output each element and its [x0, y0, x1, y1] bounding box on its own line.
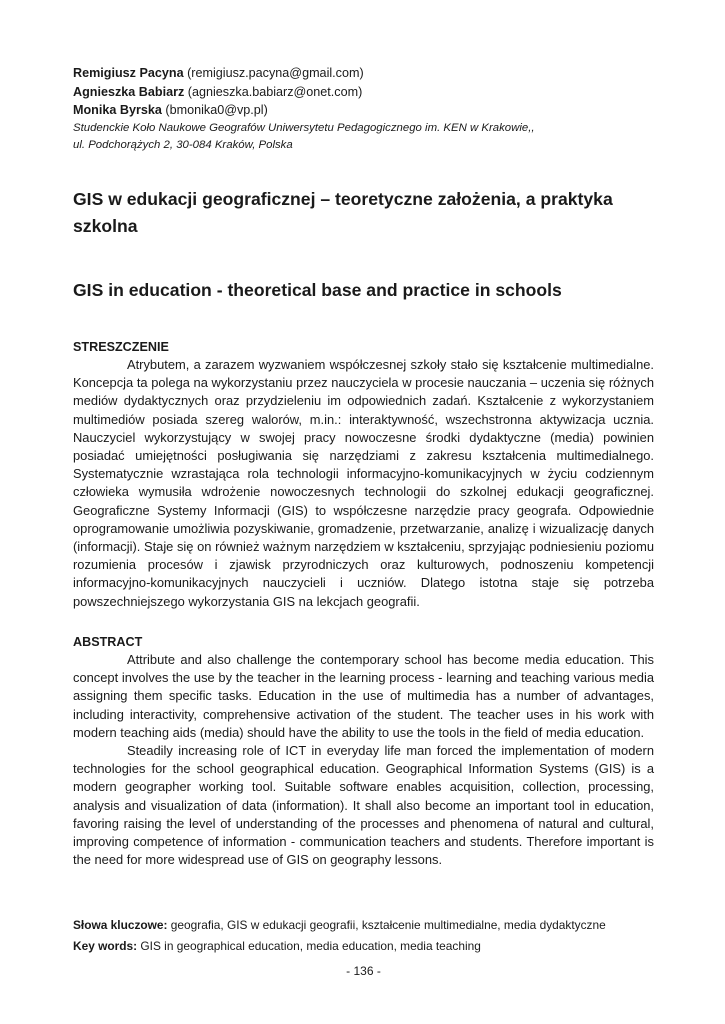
author-name: Remigiusz Pacyna	[73, 66, 184, 80]
keywords-english	[73, 936, 654, 957]
author-email: (bmonika0@vp.pl)	[165, 103, 268, 117]
affiliation-line-1: Studenckie Koło Naukowe Geografów Uniwersytetu Pedagogicznego im. KEN w Krakowie,,	[73, 121, 535, 134]
streszczenie-heading: STRESZCZENIE	[73, 340, 169, 354]
abstract-section	[73, 634, 654, 869]
keywords-block	[73, 915, 654, 957]
keywords-polish	[73, 915, 654, 936]
title-english: GIS in education - theoretical base and practice in schools	[73, 280, 562, 300]
author-line	[73, 64, 654, 83]
affiliation-line-2: ul. Podchorążych 2, 30-084 Kraków, Polska	[73, 138, 293, 151]
keywords-polish-text: geografia, GIS w edukacji geografii, kształcenie multimedialne, media dydaktyczne	[167, 918, 606, 932]
streszczenie-text: Atrybutem, a zarazem wyzwaniem współczesnej szkoły stało się kształcenie multimedialne. Koncepcja ta polega na wykorzystaniu przez nauczyciela w procesie nauczania – uczenia się różnych mediów dydaktycznych oraz przydzieleniu im odpowiednich zadań. Kształcenie z wykorzystaniem multimediów posiada szereg walorów, m.in.: interaktywność, wszechstronna aktywizacja ucznia. Nauczyciel wykorzystujący w swojej pracy nowoczesne środki dydaktyczne (media) powinien posiadać umiejętności posługiwania się narzędziami z zakresu kształcenia multimedialnego. Systematycznie wzrastająca rola technologii informacyjno-komunikacyjnych w życiu codziennym człowieka wymusiła wdrożenie nowoczesnych technologii do szkolnej edukacji geograficznej. Geograficzne Systemy Informacji (GIS) to współczesne narzędzie pracy geografa. Odpowiednie oprogramowanie umożliwia pozyskiwanie, gromadzenie, przetwarzanie, analizę i wizualizację danych (informacji). Staje się on również ważnym narzędziem w kształceniu, sprzyjając podniesieniu poziomu rozumienia procesów i zjawisk przyrodniczych oraz kulturowych, podnoszeniu kompetencji informacyjno-komunikacyjnych nauczycieli i uczniów. Dlatego istotna staje się potrzeba powszechniejszego wykorzystania GIS na lekcjach geografii.	[73, 357, 654, 609]
abstract-heading: ABSTRACT	[73, 635, 143, 649]
author-line	[73, 101, 654, 120]
author-email: (agnieszka.babiarz@onet.com)	[187, 84, 363, 99]
keywords-english-text: GIS in geographical education, media education, media teaching	[137, 939, 481, 953]
author-name: Agnieszka Babiarz	[73, 84, 185, 99]
title-polish: GIS w edukacji geograficznej – teoretyczne założenia, a praktyka szkolna	[73, 189, 613, 236]
author-block	[73, 64, 654, 154]
keywords-english-label: Key words:	[73, 939, 138, 953]
page-number: - 136 -	[346, 964, 381, 978]
abstract-paragraph-2: Steadily increasing role of ICT in everyday life man forced the implementation of modern technologies for the school geographical education. Geographical Information Systems (GIS) is a modern geographer working tool. Suitable software enables acquisition, collection, processing, analysis and visualization of data (information). It shall also become an important tool in education, favoring raising the level of understanding of the processes and phenomena of natural and cultural, improving competence of information - communication teachers and students. Therefore important is the need for more widespread use of GIS on geography lessons.	[73, 743, 654, 868]
author-name: Monika Byrska	[73, 103, 162, 117]
abstract-paragraph-1: Attribute and also challenge the contemporary school has become media education. This concept involves the use by the teacher in the learning process - learning and teaching various media assigning them specific tasks. Education in the use of multimedia has a number of advantages, including interactivity, comprehensive activation of the student. The teacher uses in his work with modern teaching aids (media) should have the ability to use the tools in the field of media education.	[73, 652, 654, 740]
author-email: (remigiusz.pacyna@gmail.com)	[187, 66, 364, 80]
streszczenie-section	[73, 339, 654, 611]
author-line	[73, 83, 654, 102]
keywords-polish-label: Słowa kluczowe:	[73, 918, 168, 932]
